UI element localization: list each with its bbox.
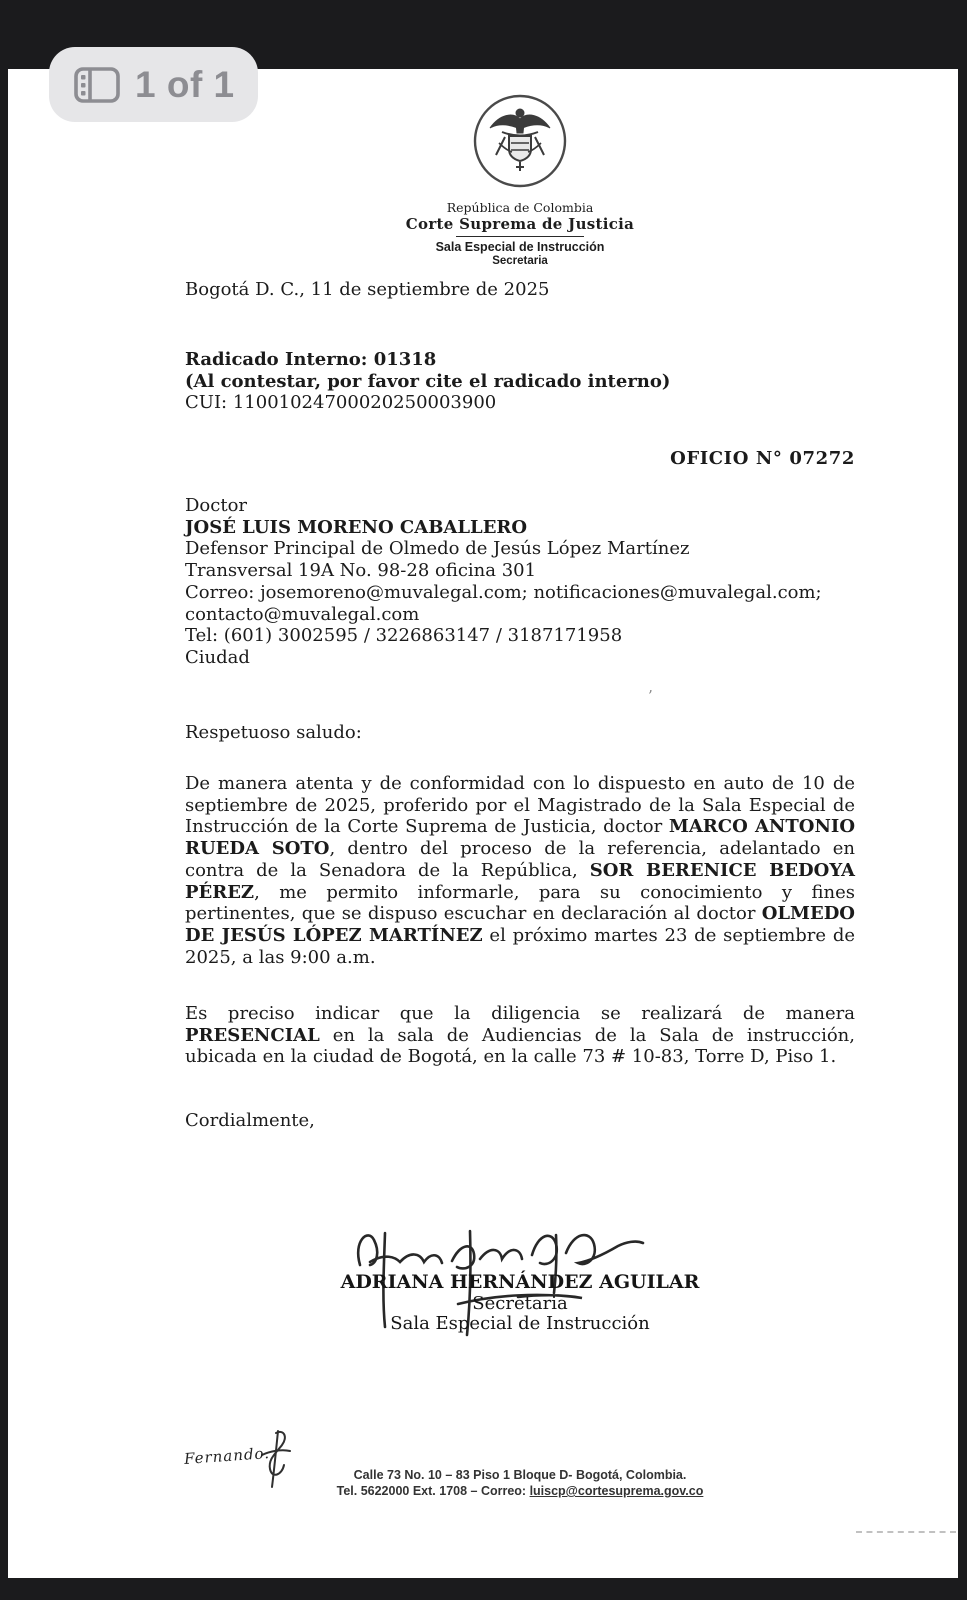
footer-contact (185, 1483, 855, 1499)
recipient-address: Transversal 19A No. 98-28 oficina 301 (185, 560, 537, 582)
p1-text-1: De manera atenta y de conformidad con lo dispuesto en auto de 10 de septiembre de 2025, proferido por el Magistrado de la Sala Especial de Instrucción de la Corte Suprema de Justicia, doctor (185, 773, 855, 838)
letterhead-division: Sala Especial de Instrucción (435, 240, 605, 254)
recipient-city: Ciudad (185, 646, 250, 668)
letterhead-country: República de Colombia (446, 200, 594, 215)
radicado-number: Radicado Interno: 01318 (185, 349, 437, 370)
radicado-note: (Al contestar, por favor cite el radicado interno) (185, 370, 671, 392)
signer-name: ADRIANA HERNÁNDEZ AGUILAR (340, 1271, 700, 1293)
page-indicator-pill[interactable] (49, 47, 258, 122)
cui-number: CUI: 11001024700020250003900 (185, 392, 497, 414)
page-indicator-label: 1 of 1 (135, 63, 235, 105)
coat-of-arms (472, 93, 568, 189)
recipient-email-line2: contacto@muvalegal.com (185, 603, 420, 625)
p1-bold-magistrado: MARCO ANTONIO RUEDA SOTO (185, 816, 855, 860)
p2-text-1: Es preciso indicar que la diligencia se realizará de manera (185, 1003, 855, 1024)
valediction: Cordialmente, (185, 1110, 315, 1131)
scan-artifact-mark: ’ (648, 687, 653, 705)
p1-text-4: el próximo martes 23 de septiembre de 2025, a las 9:00 a.m. (185, 924, 855, 968)
reviewer-annotation: Fernando. (183, 1444, 271, 1468)
p1-bold-senadora: SOR BERENICE BEDOYA PÉREZ (185, 859, 856, 903)
recipient-title: Doctor (185, 495, 248, 516)
p1-text-2: , dentro del proceso de la referencia, adelantado en contra de la Senadora de la República, (185, 838, 855, 881)
recipient-block (185, 495, 855, 669)
letterhead-court: Corte Suprema de Justicia (405, 215, 635, 233)
body-paragraph-1 (185, 773, 855, 968)
scan-artifact-dashes (856, 1531, 956, 1533)
city-date-line: Bogotá D. C., 11 de septiembre de 2025 (185, 279, 550, 300)
p1-text-3: , me permito informarle, para su conocimiento y fines pertinentes, que se dispuso escuchar en declaración al doctor (185, 881, 855, 925)
letterhead-office: Secretaria (492, 255, 548, 267)
body-paragraph-2 (185, 1003, 855, 1068)
oficio-number: OFICIO N° 07272 (670, 448, 855, 469)
footer-address: Calle 73 No. 10 – 83 Piso 1 Bloque D- Bogotá, Colombia. (353, 1468, 687, 1482)
signer-title: Secretaria (472, 1293, 568, 1314)
recipient-name: JOSÉ LUIS MORENO CABALLERO (185, 516, 528, 538)
footer-email-link[interactable]: luiscp@cortesuprema.gov.co (529, 1484, 704, 1498)
letterhead-divider (456, 236, 584, 237)
p2-bold-presencial: PRESENCIAL (185, 1024, 320, 1046)
recipient-phones: Tel: (601) 3002595 / 3226863147 / 3187171958 (185, 625, 623, 647)
p1-bold-declarante: OLMEDO DE JESÚS LÓPEZ MARTÍNEZ (185, 903, 855, 946)
salutation: Respetuoso saludo: (185, 722, 362, 743)
document-page (8, 69, 958, 1578)
sidebar-icon (73, 66, 121, 104)
signer-division: Sala Especial de Instrucción (390, 1313, 650, 1334)
recipient-email-line1: Correo: josemoreno@muvalegal.com; notificaciones@muvalegal.com; (185, 581, 822, 603)
p2-text-2: en la sala de Audiencias de la Sala de instrucción, ubicada en la ciudad de Bogotá, en la calle 73 # 10-83, Torre D, Piso 1. (185, 1024, 855, 1068)
recipient-role: Defensor Principal de Olmedo de Jesús López Martínez (185, 538, 690, 560)
footer-contact-prefix: Tel. 5622000 Ext. 1708 – Correo: (336, 1484, 530, 1498)
radicado-block (185, 349, 855, 414)
